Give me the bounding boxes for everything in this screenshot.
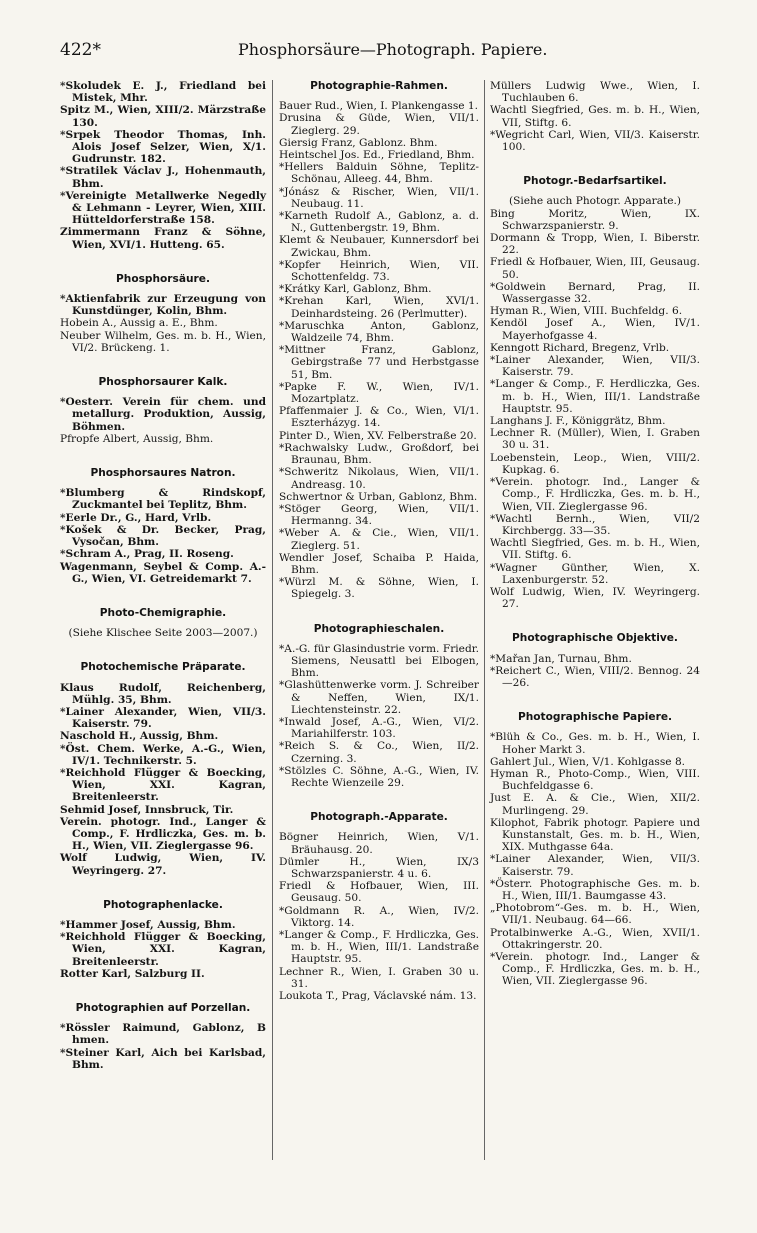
- column-3: [490, 80, 700, 988]
- directory-entry: *Verein. photogr. Ind., Langer & Comp., F. Hrdliczka, Ges. m. b. H., Wien, VII. Zieglergasse 96.: [490, 951, 700, 988]
- directory-entry: *Oesterr. Verein für chem. und metallurg. Produktion, Aussig, Böhmen.: [60, 396, 266, 433]
- directory-entry: Pinter D., Wien, XV. Felberstraße 20.: [279, 429, 477, 442]
- directory-entry: *Öst. Chem. Werke, A.-G., Wien, IV/1. Technikerstr. 5.: [60, 742, 266, 767]
- directory-entry: Schwertnor & Urban, Gablonz, Bhm.: [279, 490, 478, 503]
- directory-entry: Zimmermann Franz & Söhne, Wien, XVI/1. Hutteng. 65.: [60, 226, 266, 251]
- directory-entry: *Reichert C., Wien, VIII/2. Bennog. 24—26.: [490, 664, 700, 689]
- directory-entry: *Glashüttenwerke vorm. J. Schreiber & Neffen, Wien, IX/1. Liechtensteinstr. 22.: [279, 679, 479, 716]
- directory-entry: Gahlert Jul., Wien, V/1. Kohlgasse 8.: [490, 755, 686, 768]
- directory-entry: Verein. photogr. Ind., Langer & Comp., F. Hrdliczka, Ges. m. b. H., Wien, VII. Zieglergasse 96.: [60, 815, 266, 853]
- section-heading: Photochemische Präparate.: [80, 661, 246, 674]
- directory-entry: Wagenmann, Seybel & Comp. A.-G., Wien, VI. Getreidemarkt 7.: [60, 560, 266, 585]
- directory-entry: *Reichhold Flügger & Boecking, Wien, XXI. Kagran, Breitenleerstr.: [60, 766, 266, 804]
- directory-entry: *Vereinigte Metallwerke Negedly & Lehmann - Leyrer, Wien, XIII. Hütteldorferstraße 158.: [60, 189, 266, 227]
- directory-entry: *Blüh & Co., Ges. m. b. H., Wien, I. Hoher Markt 3.: [490, 731, 700, 756]
- directory-entry: Müllers Ludwig Wwe., Wien, I. Tuchlauben 6.: [490, 80, 700, 105]
- directory-entry: *Rachwalsky Ludw., Großdorf, bei Braunau, Bhm.: [279, 441, 479, 467]
- section-heading: Phosphorsäure.: [116, 272, 210, 285]
- directory-entry: *Reichhold Flügger & Boecking, Wien, XXI. Kagran, Breitenleerstr.: [60, 931, 266, 968]
- directory-entry: *Stratilek Václav J., Hohenmauth, Bhm.: [60, 165, 266, 190]
- directory-entry: Dümler H., Wien, IX/3 Schwarzspanierstr. 4 u. 6.: [279, 855, 479, 880]
- directory-entry: *Krátky Karl, Gablonz, Bhm.: [279, 283, 432, 296]
- directory-entry: Wendler Josef, Schaiba P. Haida, Bhm.: [279, 551, 479, 576]
- column-rule: [272, 80, 273, 1160]
- directory-entry: *Goldwein Bernard, Prag, II. Wassergasse 32.: [490, 280, 700, 306]
- directory-entry: *Langer & Comp., F. Herdliczka, Ges. m. b. H., Wien, III/1. Landstraße Hauptstr. 95.: [490, 378, 700, 415]
- directory-entry: *Blumberg & Rindskopf, Zuckmantel bei Teplitz, Bhm.: [60, 487, 266, 512]
- directory-entry: Hyman R., Photo-Comp., Wien, VIII. Buchfeldgasse 6.: [490, 767, 700, 793]
- directory-entry: Friedl & Hofbauer, Wien, III, Geusaug. 50.: [490, 256, 700, 281]
- directory-entry: Klaus Rudolf, Reichenberg, Mühlg. 35, Bhm.: [60, 681, 266, 706]
- directory-entry: *Weber A. & Cie., Wien, VII/1. Zieglerg. 51.: [279, 527, 479, 552]
- column-2: [279, 80, 479, 1002]
- directory-entry: Wachtl Siegfried, Ges. m. b. H., Wien, VII, Stiftg. 6.: [490, 104, 700, 129]
- directory-entry: Loukota T., Prag, Václavské nám. 13.: [279, 990, 477, 1003]
- directory-entry: *Verein. photogr. Ind., Langer & Comp., F. Hrdliczka, Ges. m. b. H., Wien, VII. Zieglergasse 96.: [490, 476, 700, 513]
- directory-entry: *Srpek Theodor Thomas, Inh. Alois Josef Selzer, Wien, X/1. Gudrunstr. 182.: [60, 128, 266, 166]
- page-number: 422*: [60, 40, 101, 60]
- directory-entry: Drusina & Güde, Wien, VII/1. Zieglerg. 29.: [279, 112, 479, 137]
- directory-entry: *Jónász & Rischer, Wien, VII/1. Neubaug. 11.: [279, 185, 479, 210]
- directory-entry: Kendöl Josef A., Wien, IV/1. Mayerhofgasse 4.: [490, 317, 700, 342]
- directory-entry: *Aktienfabrik zur Erzeugung von Kunstdünger, Kolin, Bhm.: [60, 293, 266, 318]
- section-heading: Photo-Chemigraphie.: [99, 606, 227, 619]
- directory-entry: *Krehan Karl, Wien, XVI/1. Deinhardsteing. 26 (Perlmutter).: [279, 295, 479, 320]
- directory-entry: *Schweritz Nikolaus, Wien, VII/1. Andreasg. 10.: [279, 466, 479, 491]
- directory-entry: Heintschel Jos. Ed., Friedland, Bhm.: [279, 149, 475, 162]
- directory-entry: *Hammer Josef, Aussig, Bhm.: [60, 918, 236, 931]
- section-heading: Photogr.-Bedarfsartikel.: [523, 175, 667, 188]
- directory-entry: Lechner R. (Müller), Wien, I. Graben 30 u. 31.: [490, 427, 700, 452]
- section-heading: Photographie-Rahmen.: [310, 80, 448, 92]
- section-heading: Photographieschalen.: [313, 622, 445, 635]
- directory-entry: *Würzl M. & Söhne, Wien, I. Spiegelg. 3.: [279, 576, 479, 601]
- directory-entry: Rotter Karl, Salzburg II.: [60, 967, 205, 980]
- directory-entry: Neuber Wilhelm, Ges. m. b. H., Wien, VI/2. Brückeng. 1.: [60, 329, 266, 354]
- column-1: [60, 80, 266, 1071]
- directory-entry: Friedl & Hofbauer, Wien, III. Geusaug. 50.: [279, 880, 479, 905]
- directory-entry: *Goldmann R. A., Wien, IV/2. Viktorg. 14.: [279, 904, 479, 929]
- directory-entry: „Photobrom“-Ges. m. b. H., Wien, VII/1. Neubaug. 64—66.: [490, 902, 700, 927]
- running-title: Phosphorsäure—Photograph. Papiere.: [238, 40, 548, 59]
- directory-entry: Spitz M., Wien, XIII/2. Märzstraße 130.: [60, 104, 266, 129]
- directory-entry: Pfropfe Albert, Aussig, Bhm.: [60, 432, 214, 445]
- directory-entry: Pfaffenmaier J. & Co., Wien, VI/1. Eszterházyg. 14.: [279, 405, 479, 430]
- directory-entry: *Stölzles C. Söhne, A.-G., Wien, IV. Rechte Wienzeile 29.: [279, 764, 479, 789]
- directory-entry: *Schram A., Prag, II. Roseng.: [60, 548, 234, 561]
- directory-entry: Hobein A., Aussig a. E., Bhm.: [60, 317, 218, 330]
- directory-entry: *Hellers Balduin Söhne, Teplitz-Schönau, Alleeg. 44, Bhm.: [279, 161, 479, 186]
- directory-entry: Lechner R., Wien, I. Graben 30 u. 31.: [279, 965, 479, 990]
- directory-entry: Kenngott Richard, Bregenz, Vrlb.: [490, 341, 670, 354]
- directory-entry: *Mittner Franz, Gablonz, Gebirgstraße 77 und Herbstgasse 51, Bm.: [279, 344, 479, 381]
- directory-entry: *Maruschka Anton, Gablonz, Waldzeile 74, Bhm.: [279, 319, 479, 345]
- section-heading: Phosphorsaures Natron.: [90, 467, 236, 480]
- directory-entry: Giersig Franz, Gablonz. Bhm.: [279, 136, 438, 149]
- directory-entry: Sehmid Josef, Innsbruck, Tir.: [60, 803, 234, 816]
- directory-entry: Bauer Rud., Wien, I. Plankengasse 1.: [279, 100, 479, 113]
- column-rule: [484, 80, 485, 1160]
- directory-entry: Hyman R., Wien, VIII. Buchfeldg. 6.: [490, 305, 683, 318]
- directory-entry: Protalbinwerke A.-G., Wien, XVII/1. Ottakringerstr. 20.: [490, 926, 700, 951]
- directory-entry: Dormann & Tropp, Wien, I. Biberstr. 22.: [490, 232, 700, 257]
- directory-entry: *Inwald Josef, A.-G., Wien, VI/2. Mariahilferstr. 103.: [279, 715, 479, 741]
- directory-entry: Wachtl Siegfried, Ges. m. b. H., Wien, VII. Stiftg. 6.: [490, 537, 700, 562]
- directory-entry: *Lainer Alexander, Wien, VII/3. Kaiserstr. 79.: [490, 853, 700, 878]
- section-heading: Photographenlacke.: [103, 898, 223, 911]
- directory-entry: *Reich S. & Co., Wien, II/2. Czerning. 3.: [279, 740, 479, 765]
- directory-entry: *Steiner Karl, Aich bei Karlsbad, Bhm.: [60, 1046, 266, 1071]
- directory-entry: *Wachtl Bernh., Wien, VII/2 Kirchbergg. 33—35.: [490, 512, 700, 537]
- directory-entry: Naschold H., Aussig, Bhm.: [60, 730, 219, 743]
- directory-entry: Bögner Heinrich, Wien, V/1. Bräuhausg. 20.: [279, 831, 479, 856]
- directory-entry: *Košek & Dr. Becker, Prag, Vysočan, Bhm.: [60, 523, 266, 549]
- directory-entry: *Karneth Rudolf A., Gablonz, a. d. N., Guttenbergstr. 19, Bhm.: [279, 210, 479, 235]
- directory-entry: Klemt & Neubauer, Kunnersdorf bei Zwickau, Bhm.: [279, 234, 479, 259]
- section-heading: Photograph.-Apparate.: [310, 811, 448, 824]
- directory-entry: *Eerle Dr., G., Hard, Vrlb.: [60, 511, 212, 524]
- directory-entry: *Kopfer Heinrich, Wien, VII. Schottenfeldg. 73.: [279, 258, 479, 284]
- section-heading: Photographische Papiere.: [517, 711, 673, 724]
- page-header: [60, 40, 720, 64]
- section-heading: Phosphorsaurer Kalk.: [98, 376, 228, 389]
- directory-entry: Loebenstein, Leop., Wien, VIII/2. Kupkag. 6.: [490, 451, 700, 476]
- section-heading: Photographien auf Porzellan.: [75, 1001, 251, 1014]
- section-note: (Siehe auch Photogr. Apparate.): [508, 195, 682, 208]
- section-heading: Photographische Objektive.: [512, 632, 678, 645]
- directory-entry: *Papke F. W., Wien, IV/1. Mozartplatz.: [279, 380, 479, 406]
- directory-entry: Bing Moritz, Wien, IX. Schwarzspanierstr. 9.: [490, 207, 700, 232]
- directory-entry: Langhans J. F., Königgrätz, Bhm.: [490, 415, 666, 428]
- directory-entry: *Wegricht Carl, Wien, VII/3. Kaiserstr. 100.: [490, 128, 700, 154]
- directory-entry: *Skoludek E. J., Friedland bei Mistek, Mhr.: [60, 80, 266, 105]
- directory-entry: *Lainer Alexander, Wien, VII/3. Kaiserstr. 79.: [60, 705, 266, 731]
- directory-entry: *Wagner Günther, Wien, X. Laxenburgerstr. 52.: [490, 561, 700, 586]
- directory-entry: *Österr. Photographische Ges. m. b. H., Wien, III/1. Baumgasse 43.: [490, 877, 700, 902]
- directory-entry: *Mařan Jan, Turnau, Bhm.: [490, 652, 632, 665]
- directory-entry: *Stöger Georg, Wien, VII/1. Hermanng. 34.: [279, 502, 479, 528]
- section-note: (Siehe Klischee Seite 2003—2007.): [68, 627, 258, 640]
- directory-entry: *Lainer Alexander, Wien, VII/3. Kaiserstr. 79.: [490, 354, 700, 379]
- directory-entry: Just E. A. & Cie., Wien, XII/2. Murlingeng. 29.: [490, 792, 700, 817]
- directory-entry: Wolf Ludwig, Wien, IV. Weyringerg. 27.: [490, 585, 700, 611]
- directory-entry: Kilophot, Fabrik photogr. Papiere und Kunstanstalt, Ges. m. b. H., Wien, XIX. Muthgasse 64a.: [490, 816, 700, 854]
- directory-entry: *Rössler Raimund, Gablonz, B hmen.: [60, 1022, 266, 1047]
- directory-entry: Wolf Ludwig, Wien, IV. Weyringerg. 27.: [60, 852, 266, 877]
- directory-entry: *A.-G. für Glasindustrie vorm. Friedr. Siemens, Neusattl bei Elbogen, Bhm.: [279, 642, 479, 680]
- directory-entry: *Langer & Comp., F. Hrdliczka, Ges. m. b. H., Wien, III/1. Landstraße Hauptstr. 95.: [279, 929, 479, 966]
